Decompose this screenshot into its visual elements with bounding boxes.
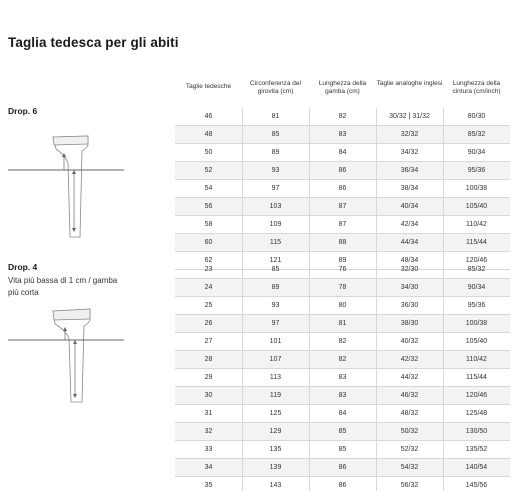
column-divider <box>309 108 310 270</box>
column-divider <box>309 261 310 491</box>
header-leg-length: Lunghezza della gamba (cm) <box>318 80 367 95</box>
cell-belt-length: 105/40 <box>465 338 488 345</box>
cell-leg-length: 86 <box>338 185 347 192</box>
cell-leg-length: 86 <box>338 482 347 489</box>
cell-german-size: 29 <box>204 374 213 381</box>
cell-belt-length: 120/46 <box>465 392 488 399</box>
cell-belt-length: 90/34 <box>467 149 486 156</box>
cell-leg-length: 83 <box>338 374 347 381</box>
cell-leg-length: 82 <box>338 338 347 345</box>
cell-waist: 93 <box>271 167 280 174</box>
cell-leg-length: 83 <box>338 392 347 399</box>
cell-uk-size: 48/34 <box>400 257 419 264</box>
table-row <box>175 441 510 459</box>
cell-waist: 97 <box>271 185 280 192</box>
header-german-size: Taglie tedesche <box>185 83 232 90</box>
cell-german-size: 62 <box>204 257 213 264</box>
cell-waist: 143 <box>269 482 282 489</box>
cell-uk-size: 46/32 <box>400 392 419 399</box>
cell-waist: 85 <box>271 131 280 138</box>
table-row <box>175 126 510 144</box>
column-divider <box>376 261 377 491</box>
cell-german-size: 60 <box>204 239 213 246</box>
cell-leg-length: 82 <box>338 356 347 363</box>
cell-german-size: 54 <box>204 185 213 192</box>
cell-uk-size: 44/34 <box>400 239 419 246</box>
cell-german-size: 24 <box>204 284 213 291</box>
cell-uk-size: 36/30 <box>400 302 419 309</box>
cell-waist: 107 <box>269 356 282 363</box>
cell-uk-size: 32/30 <box>400 266 419 273</box>
cell-german-size: 50 <box>204 149 213 156</box>
cell-uk-size: 38/34 <box>400 185 419 192</box>
table-row <box>175 297 510 315</box>
cell-uk-size: 52/32 <box>400 446 419 453</box>
table-row <box>175 108 510 126</box>
table-row <box>175 180 510 198</box>
cell-uk-size: 40/32 <box>400 338 419 345</box>
cell-belt-length: 80/30 <box>467 113 486 120</box>
cell-uk-size: 48/32 <box>400 410 419 417</box>
cell-belt-length: 85/32 <box>467 266 486 273</box>
cell-waist: 89 <box>271 149 280 156</box>
table-row <box>175 351 510 369</box>
cell-belt-length: 115/44 <box>466 374 487 381</box>
cell-waist: 85 <box>271 266 280 273</box>
cell-leg-length: 76 <box>338 266 347 273</box>
cell-belt-length: 105/40 <box>465 203 488 210</box>
table-row <box>175 162 510 180</box>
cell-belt-length: 115/44 <box>466 239 487 246</box>
cell-waist: 139 <box>269 464 282 471</box>
cell-belt-length: 100/38 <box>465 320 488 327</box>
table-row <box>175 369 510 387</box>
cell-uk-size: 54/32 <box>400 464 419 471</box>
cell-german-size: 58 <box>204 221 213 228</box>
cell-uk-size: 44/32 <box>400 374 419 381</box>
trousers-drop4-illustration <box>8 306 124 406</box>
cell-german-size: 52 <box>204 167 213 174</box>
header-waist: Circonferenza del girovita (cm) <box>250 80 301 95</box>
cell-leg-length: 86 <box>338 167 347 174</box>
cell-german-size: 31 <box>204 410 213 417</box>
cell-belt-length: 90/34 <box>467 284 486 291</box>
table-row <box>175 405 510 423</box>
cell-waist: 119 <box>269 392 282 399</box>
cell-waist: 135 <box>269 446 282 453</box>
cell-waist: 121 <box>269 257 282 264</box>
cell-uk-size: 34/30 <box>400 284 419 291</box>
column-divider <box>443 108 444 270</box>
cell-waist: 125 <box>269 410 282 417</box>
cell-german-size: 48 <box>204 131 213 138</box>
cell-uk-size: 42/32 <box>400 356 419 363</box>
column-divider <box>242 261 243 491</box>
table-header <box>175 80 510 108</box>
section-label-drop6: Drop. 6 <box>8 106 38 116</box>
cell-german-size: 33 <box>204 446 213 453</box>
trousers-drop6-illustration <box>8 133 124 243</box>
cell-waist: 101 <box>269 338 282 345</box>
table-row <box>175 387 510 405</box>
cell-german-size: 46 <box>204 113 213 120</box>
cell-belt-length: 120/46 <box>465 257 488 264</box>
column-divider <box>376 108 377 270</box>
cell-uk-size: 30/32 | 31/32 <box>389 113 430 120</box>
cell-german-size: 28 <box>204 356 213 363</box>
cell-uk-size: 32/32 <box>400 131 419 138</box>
cell-leg-length: 87 <box>338 203 347 210</box>
table-row <box>175 477 510 491</box>
cell-waist: 113 <box>269 374 282 381</box>
cell-belt-length: 145/56 <box>465 482 488 489</box>
cell-belt-length: 95/36 <box>467 167 486 174</box>
cell-leg-length: 83 <box>338 131 347 138</box>
cell-waist: 103 <box>269 203 282 210</box>
cell-waist: 97 <box>271 320 280 327</box>
table-row <box>175 459 510 477</box>
cell-leg-length: 82 <box>338 113 347 120</box>
cell-belt-length: 100/38 <box>465 185 488 192</box>
cell-belt-length: 130/50 <box>465 428 488 435</box>
cell-waist: 129 <box>269 428 282 435</box>
cell-belt-length: 125/48 <box>465 410 488 417</box>
cell-waist: 93 <box>271 302 280 309</box>
table-row <box>175 315 510 333</box>
cell-german-size: 56 <box>204 203 213 210</box>
cell-waist: 81 <box>271 113 280 120</box>
table-row <box>175 144 510 162</box>
table-row <box>175 423 510 441</box>
cell-german-size: 27 <box>204 338 213 345</box>
cell-belt-length: 95/36 <box>467 302 486 309</box>
cell-uk-size: 38/30 <box>400 320 419 327</box>
cell-leg-length: 85 <box>338 428 347 435</box>
column-divider <box>443 261 444 491</box>
cell-waist: 109 <box>269 221 282 228</box>
cell-german-size: 34 <box>204 464 213 471</box>
cell-german-size: 26 <box>204 320 213 327</box>
section-label-drop4: Drop. 4 <box>8 262 38 272</box>
header-uk-size: Taglie analoghe inglesi <box>376 80 443 87</box>
cell-leg-length: 85 <box>338 446 347 453</box>
cell-german-size: 30 <box>204 392 213 399</box>
column-divider <box>242 108 243 270</box>
cell-leg-length: 87 <box>338 221 347 228</box>
size-table-drop4 <box>175 261 510 491</box>
cell-waist: 89 <box>271 284 280 291</box>
cell-uk-size: 34/32 <box>400 149 419 156</box>
cell-waist: 115 <box>269 239 282 246</box>
page-title: Taglia tedesca per gli abiti <box>8 35 179 50</box>
cell-leg-length: 86 <box>338 464 347 471</box>
table-row <box>175 216 510 234</box>
cell-belt-length: 135/52 <box>465 446 488 453</box>
section-note-drop4: Vita più bassa di 1 cm / gamba più corta <box>8 276 118 297</box>
cell-german-size: 25 <box>204 302 213 309</box>
cell-german-size: 35 <box>204 482 213 489</box>
cell-leg-length: 84 <box>338 410 347 417</box>
cell-belt-length: 140/54 <box>465 464 488 471</box>
cell-belt-length: 110/42 <box>466 221 487 228</box>
cell-uk-size: 40/34 <box>400 203 419 210</box>
cell-leg-length: 84 <box>338 149 347 156</box>
cell-leg-length: 80 <box>338 302 347 309</box>
table-row <box>175 333 510 351</box>
cell-leg-length: 81 <box>338 320 347 327</box>
table-row <box>175 261 510 279</box>
table-row <box>175 234 510 252</box>
cell-uk-size: 50/32 <box>400 428 419 435</box>
table-row <box>175 279 510 297</box>
cell-uk-size: 42/34 <box>400 221 419 228</box>
size-table-drop6 <box>175 108 510 270</box>
cell-uk-size: 56/32 <box>400 482 419 489</box>
cell-german-size: 23 <box>204 266 213 273</box>
cell-belt-length: 110/42 <box>466 356 487 363</box>
cell-uk-size: 36/34 <box>400 167 419 174</box>
table-row <box>175 198 510 216</box>
header-belt-length: Lunghezza della cintura (cm/inch) <box>452 80 501 95</box>
cell-german-size: 32 <box>204 428 213 435</box>
cell-leg-length: 89 <box>338 257 347 264</box>
cell-leg-length: 78 <box>338 284 347 291</box>
cell-leg-length: 88 <box>338 239 347 246</box>
cell-belt-length: 85/32 <box>467 131 486 138</box>
